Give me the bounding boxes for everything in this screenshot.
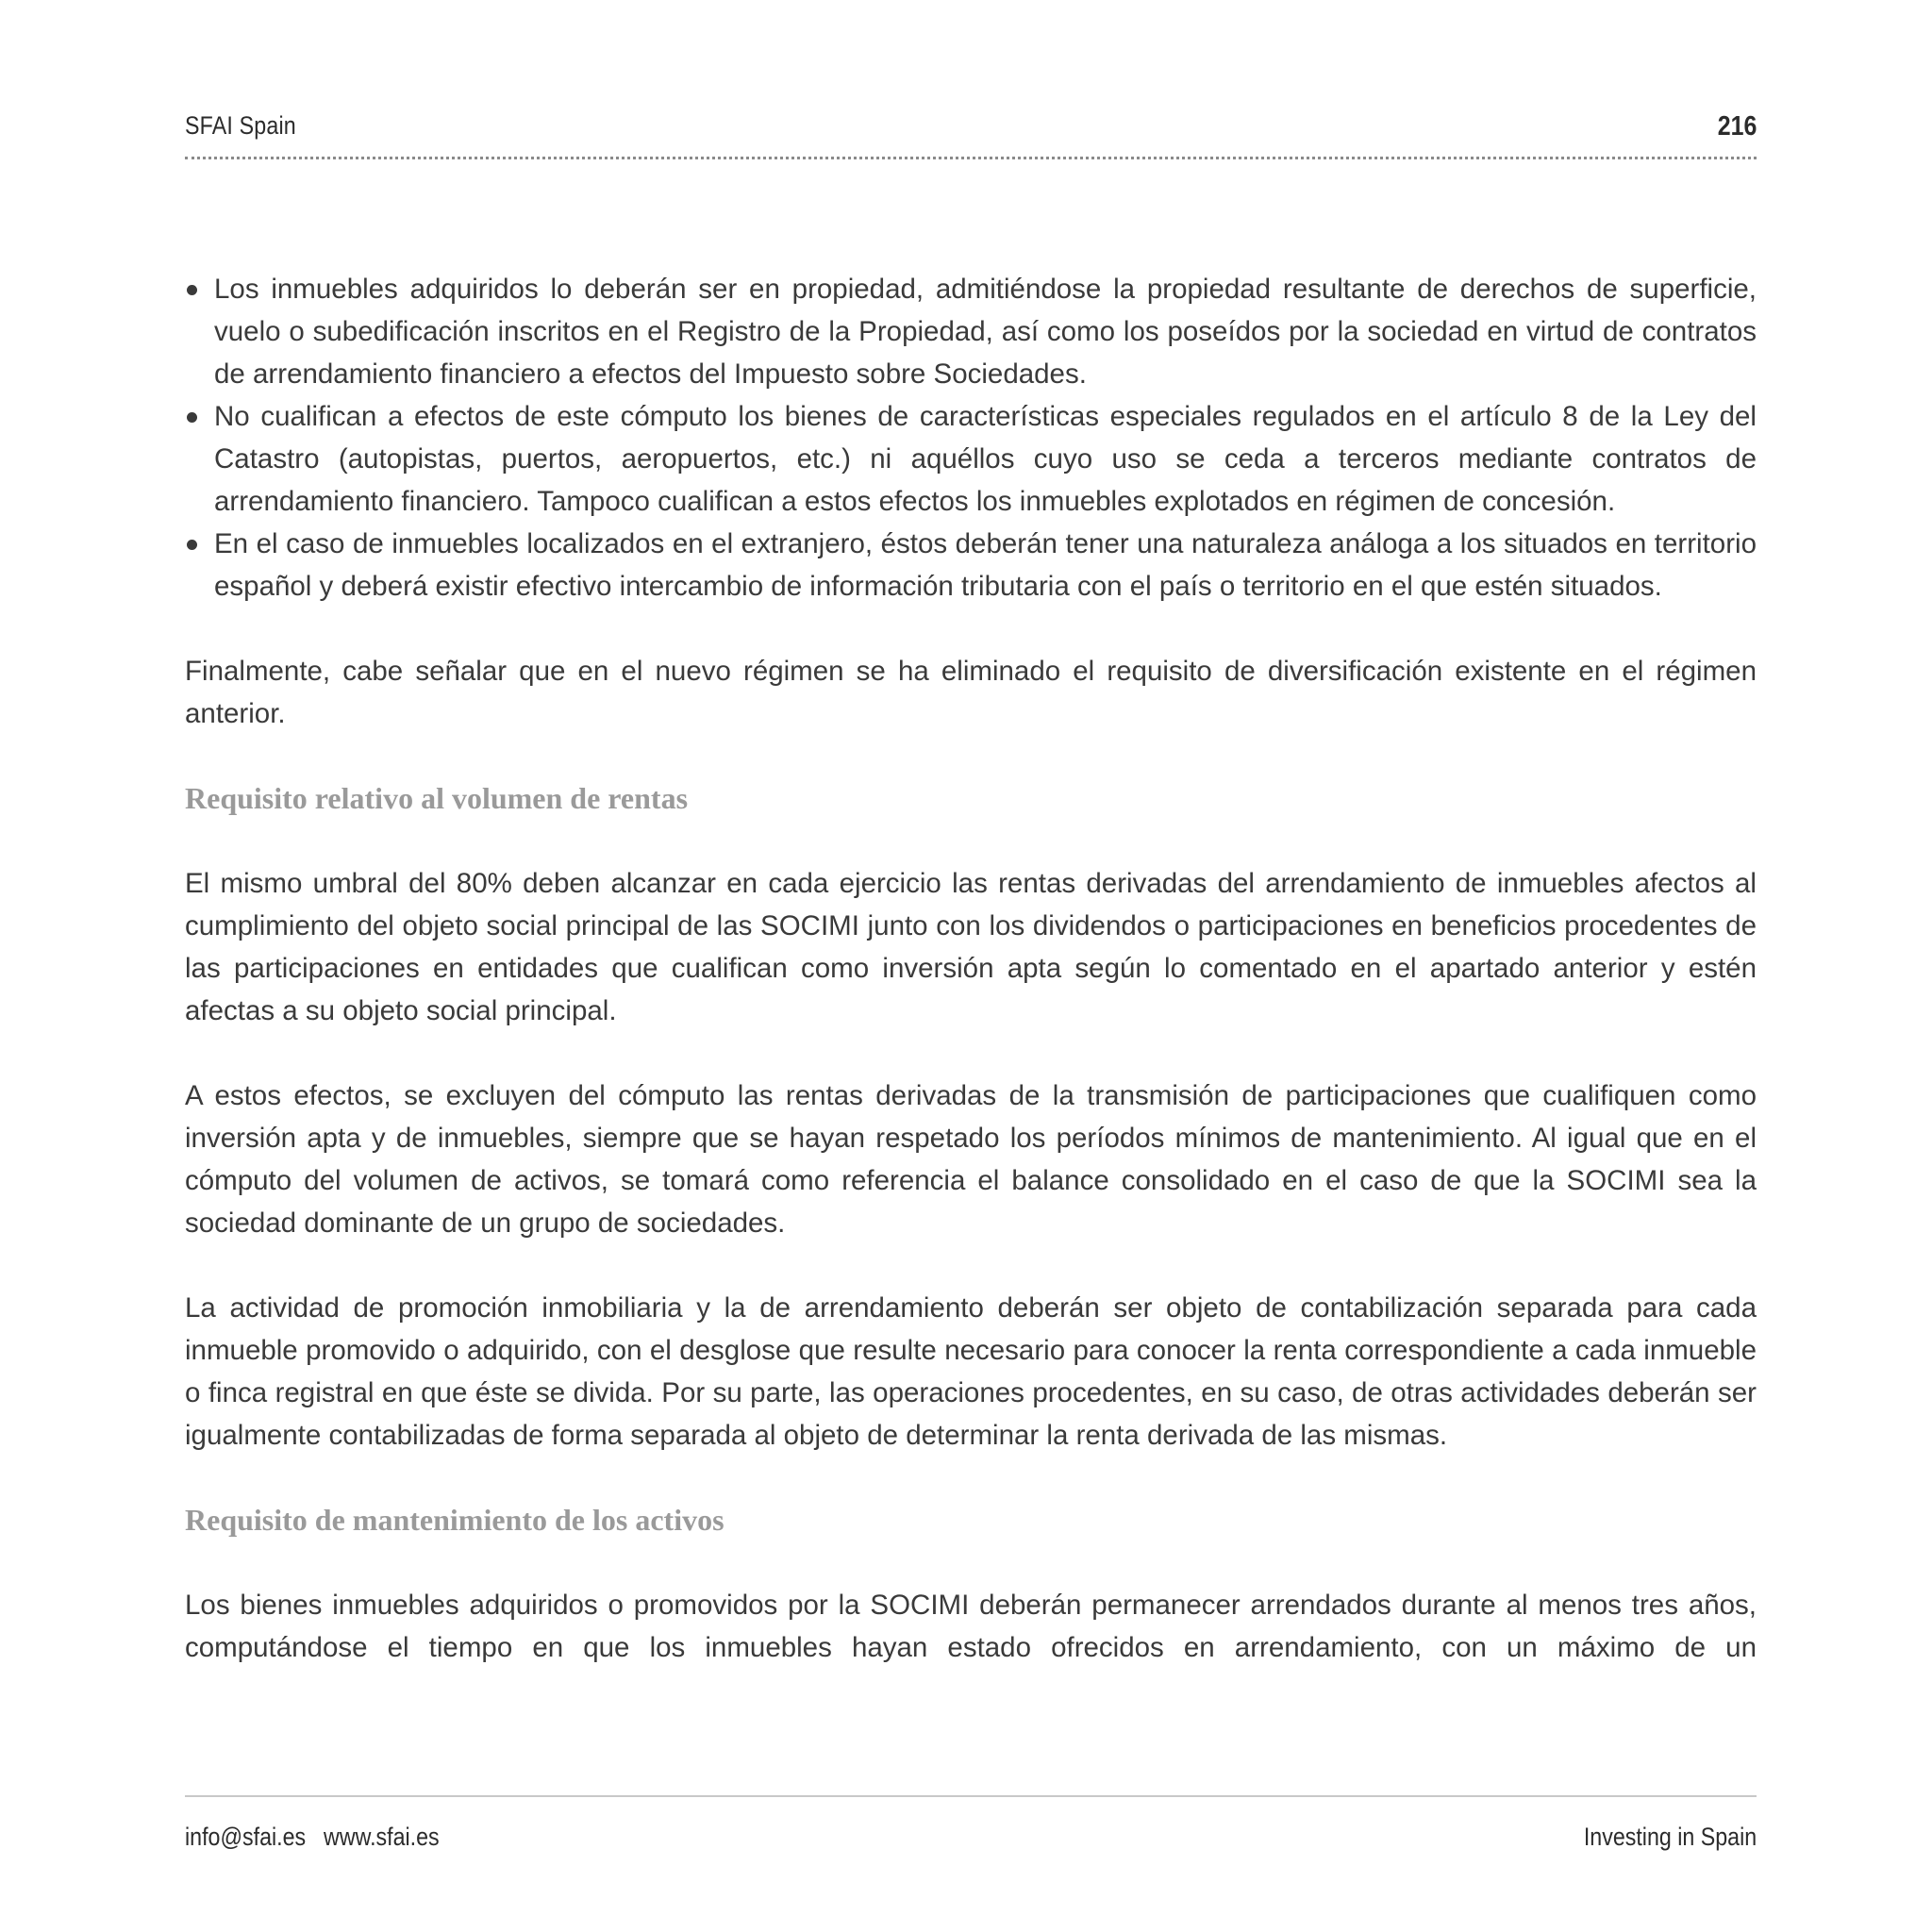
section-heading-mantenimiento: Requisito de mantenimiento de los activos xyxy=(185,1503,724,1537)
footer-contact xyxy=(185,1823,440,1852)
paragraph-mantenimiento-1: Los bienes inmuebles adquiridos o promovidos por la SOCIMI deberán permanecer arrendados durante al menos tres años, computándose el tiempo en que los inmuebles hayan estado ofrecidos en arrendamiento, con un máximo de un xyxy=(185,1590,1757,1663)
paragraph-rentas-3: La actividad de promoción inmobiliaria y la de arrendamiento deberán ser objeto de contabilización separada para cada inmueble promovido o adquirido, con el desglose que resulte necesario para conocer la renta correspondiente a cada inmueble o finca registral en que éste se divida. Por su parte, las operaciones procedentes, en su caso, de otras actividades deberán ser igualmente contabilizadas de forma separada al objeto de determinar la renta derivada de las mismas. xyxy=(185,1292,1757,1451)
paragraph-rentas-2: A estos efectos, se excluyen del cómputo las rentas derivadas de la transmisión de participaciones que cualifiquen como inversión apta y de inmuebles, siempre que se hayan respetado los períodos mínimos de mantenimiento. Al igual que en el cómputo del volumen de activos, se tomará como referencia el balance consolidado en el caso de que la SOCIMI sea la sociedad dominante de un grupo de sociedades. xyxy=(185,1080,1757,1239)
paragraph-final: Finalmente, cabe señalar que en el nuevo régimen se ha eliminado el requisito de diversificación existente en el régimen anterior. xyxy=(185,656,1757,729)
list-item-text: En el caso de inmuebles localizados en el extranjero, éstos deberán tener una naturaleza análoga a los situados en territorio español y deberá existir efectivo intercambio de información tributaria con el país o territorio en el que estén situados. xyxy=(214,528,1757,602)
header-dotted-divider xyxy=(185,157,1757,159)
bullet-icon xyxy=(187,285,197,295)
list-item-text: No cualifican a efectos de este cómputo los bienes de características especiales regulados en el artículo 8 de la Ley del Catastro (autopistas, puertos, aeropuertos, etc.) ni aquéllos cuyo uso se ceda a terceros mediante contratos de arrendamiento financiero. Tampoco cualifican a estos efectos los inmuebles explotados en régimen de concesión. xyxy=(214,401,1757,517)
page-header xyxy=(185,106,1757,162)
footer-publication: Investing in Spain xyxy=(1583,1823,1757,1851)
bullet-icon xyxy=(187,412,197,423)
list-item xyxy=(185,268,1757,395)
list-item xyxy=(185,395,1757,523)
section-heading-rentas: Requisito relativo al volumen de rentas xyxy=(185,781,689,815)
footer-website: www.sfai.es xyxy=(324,1823,440,1851)
list-item-text: Los inmuebles adquiridos lo deberán ser en propiedad, admitiéndose la propiedad resultante de derechos de superficie, vuelo o subedificación inscritos en el Registro de la Propiedad, así como los poseídos por la sociedad en virtud de contratos de arrendamiento financiero a efectos del Impuesto sobre Sociedades. xyxy=(214,274,1757,390)
page-number: 216 xyxy=(1717,111,1757,142)
header-title: SFAI Spain xyxy=(185,111,296,140)
bullet-list xyxy=(185,268,1757,608)
list-item xyxy=(185,523,1757,608)
document-page xyxy=(185,0,1757,1932)
footer-divider xyxy=(185,1795,1757,1797)
bullet-icon xyxy=(187,540,197,550)
footer-email: info@sfai.es xyxy=(185,1823,307,1851)
paragraph-rentas-1: El mismo umbral del 80% deben alcanzar en cada ejercicio las rentas derivadas del arrendamiento de inmuebles afectos al cumplimiento del objeto social principal de las SOCIMI junto con los dividendos o participaciones en beneficios procedentes de las participaciones en entidades que cualifican como inversión apta según lo comentado en el apartado anterior y estén afectas a su objeto social principal. xyxy=(185,868,1757,1026)
page-content xyxy=(185,268,1757,1669)
page-footer xyxy=(185,1823,1757,1860)
